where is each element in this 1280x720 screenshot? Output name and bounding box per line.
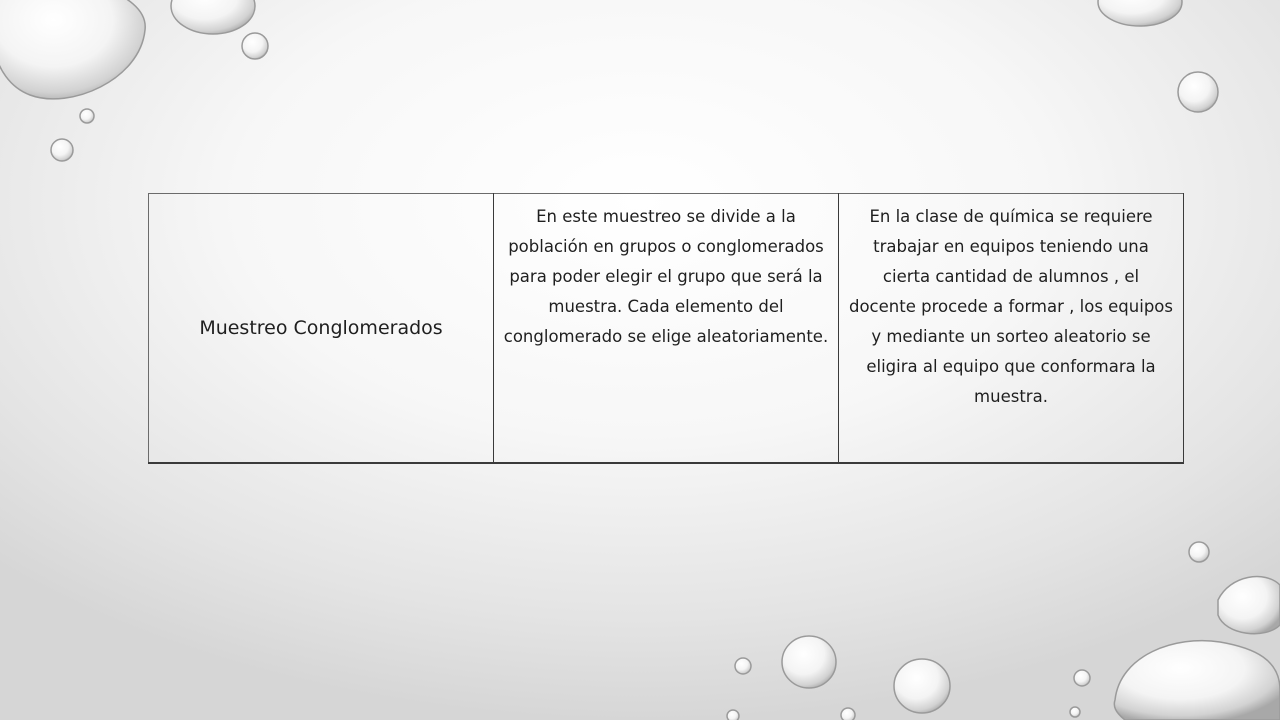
- sampling-description-cell: En este muestreo se divide a la población en grupos o conglomerados para poder elegir el grupo que será la muestra. Cada elemento del conglomerado se elige aleatoriamente.: [494, 194, 839, 464]
- water-drop: [0, 0, 145, 99]
- water-drop: [80, 109, 94, 123]
- water-drop: [782, 636, 836, 688]
- water-drop: [171, 0, 255, 34]
- water-drop: [1218, 577, 1280, 634]
- water-drop: [242, 33, 268, 59]
- table-row: [149, 194, 1184, 464]
- water-drop: [1074, 670, 1090, 686]
- sampling-table: [148, 193, 1184, 464]
- water-drop: [841, 708, 855, 720]
- water-drop: [735, 658, 751, 674]
- sampling-type-cell: Muestreo Conglomerados: [149, 194, 494, 464]
- water-drop: [1189, 542, 1209, 562]
- water-drop: [1114, 641, 1280, 720]
- water-drop: [1098, 0, 1182, 26]
- water-drop: [894, 659, 950, 713]
- sampling-example-cell: En la clase de química se requiere trabajar en equipos teniendo una cierta cantidad de alumnos , el docente procede a formar , los equipos y mediante un sorteo aleatorio se eligira al equipo que conformara la muestra.: [839, 194, 1184, 464]
- water-drop: [1070, 707, 1080, 717]
- water-drop: [727, 710, 739, 720]
- water-drop: [51, 139, 73, 161]
- water-drop: [1178, 72, 1218, 112]
